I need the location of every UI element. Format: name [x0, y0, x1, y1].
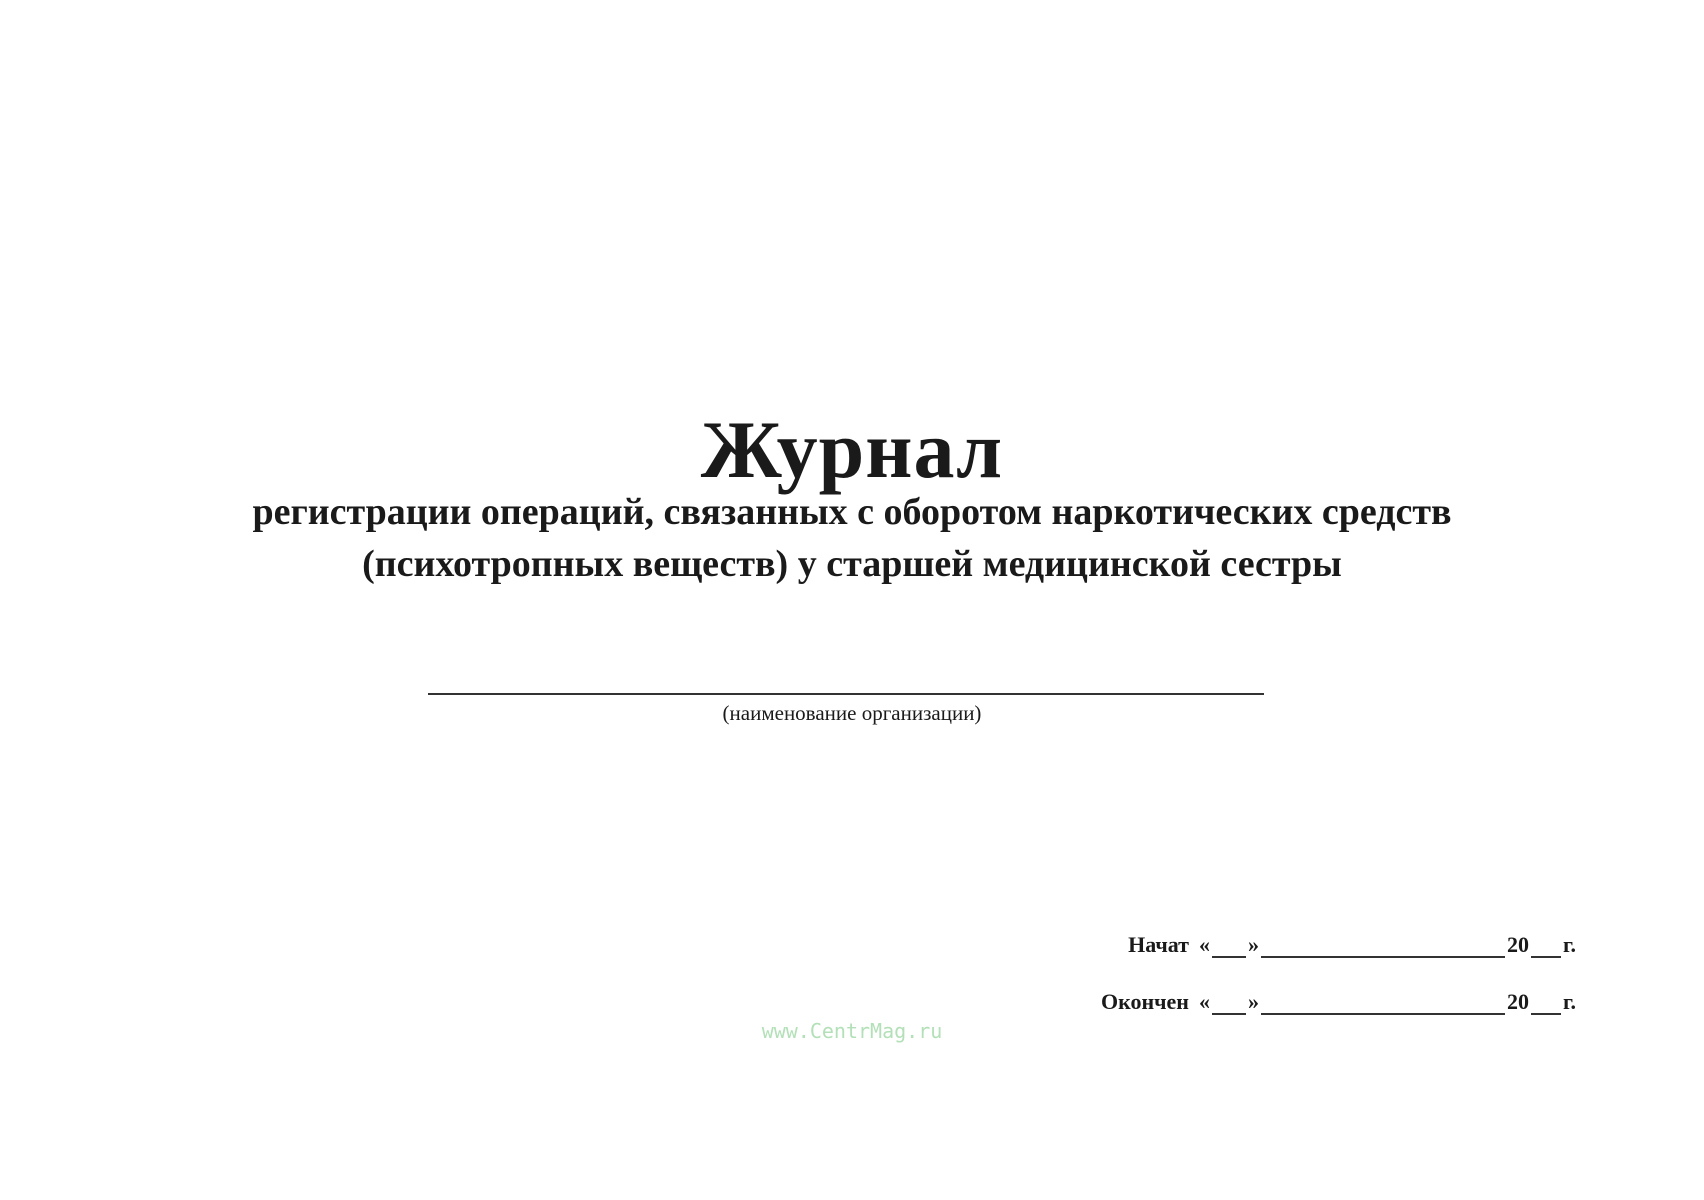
century-prefix: 20	[1506, 989, 1529, 1014]
year-suffix: г.	[1562, 932, 1576, 957]
organization-name-caption: (наименование организации)	[722, 701, 982, 725]
started-year-blank	[1531, 936, 1561, 958]
subtitle-line-1: регистрации операций, связанных с оборотом наркотических средств	[252, 491, 1452, 533]
started-month-blank	[1261, 936, 1505, 958]
started-label: Начат	[1128, 932, 1189, 957]
quote-open: «	[1198, 989, 1210, 1014]
document-title: Журнал	[700, 404, 1004, 495]
started-date-row	[1056, 924, 1576, 958]
document-subtitle	[0, 486, 1704, 590]
watermark: www.CentrMag.ru	[761, 1019, 943, 1043]
organization-name-line	[428, 693, 1264, 695]
started-day-blank	[1212, 936, 1246, 958]
quote-close: »	[1247, 989, 1259, 1014]
ended-label: Окончен	[1100, 989, 1189, 1014]
quote-open: «	[1198, 932, 1210, 957]
century-prefix: 20	[1506, 932, 1529, 957]
ended-date-row	[1056, 981, 1576, 1015]
ended-year-blank	[1531, 993, 1561, 1015]
subtitle-line-2: (психотропных веществ) у старшей медицинской сестры	[362, 543, 1342, 585]
ended-day-blank	[1212, 993, 1246, 1015]
quote-close: »	[1247, 932, 1259, 957]
year-suffix: г.	[1562, 989, 1576, 1014]
ended-month-blank	[1261, 993, 1505, 1015]
